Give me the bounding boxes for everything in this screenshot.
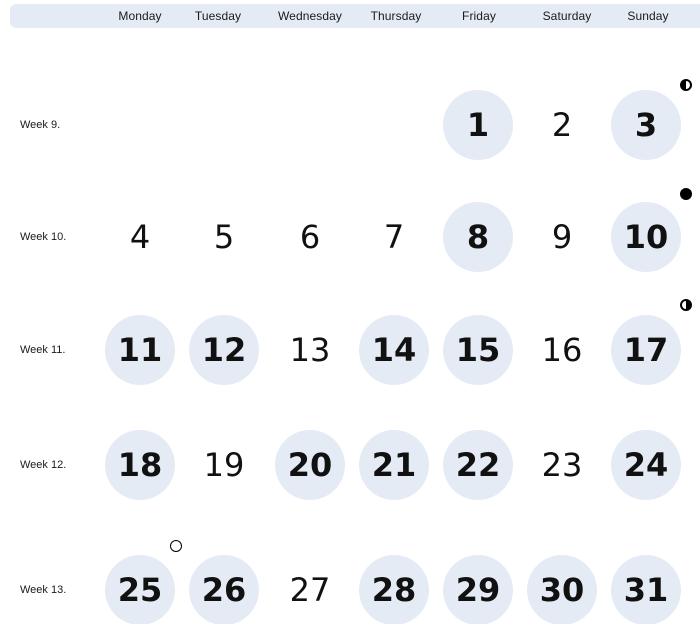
weekday-label-monday: Monday <box>118 9 162 23</box>
day-cell-24[interactable]: 24 <box>611 430 681 500</box>
weekday-label-thursday: Thursday <box>370 9 422 23</box>
day-cell-25[interactable]: 25 <box>105 555 175 624</box>
day-cell-29[interactable]: 29 <box>443 555 513 624</box>
day-cell-12[interactable]: 12 <box>189 315 259 385</box>
day-cell-18[interactable]: 18 <box>105 430 175 500</box>
day-cell-13[interactable]: 13 <box>289 331 331 369</box>
day-cell-17[interactable]: 17 <box>611 315 681 385</box>
day-cell-14[interactable]: 14 <box>359 315 429 385</box>
weekday-label-friday: Friday <box>462 9 496 23</box>
day-cell-1[interactable]: 1 <box>443 90 513 160</box>
moon-new-icon <box>680 188 692 200</box>
day-cell-22[interactable]: 22 <box>443 430 513 500</box>
weekday-header <box>10 4 700 28</box>
day-cell-20[interactable]: 20 <box>275 430 345 500</box>
day-cell-26[interactable]: 26 <box>189 555 259 624</box>
day-cell-4[interactable]: 4 <box>129 218 151 256</box>
week-label: Week 12. <box>20 459 67 471</box>
weekday-label-wednesday: Wednesday <box>277 9 343 23</box>
day-cell-27[interactable]: 27 <box>289 571 331 609</box>
moon-first-quarter-icon <box>680 299 692 311</box>
day-cell-3[interactable]: 3 <box>611 90 681 160</box>
moon-last-quarter-icon <box>680 79 692 91</box>
day-cell-15[interactable]: 15 <box>443 315 513 385</box>
day-cell-19[interactable]: 19 <box>203 446 245 484</box>
day-cell-9[interactable]: 9 <box>551 218 573 256</box>
week-label: Week 9. <box>20 119 61 131</box>
day-cell-30[interactable]: 30 <box>527 555 597 624</box>
week-label: Week 13. <box>20 584 67 596</box>
day-cell-31[interactable]: 31 <box>611 555 681 624</box>
moon-full-icon <box>170 540 182 552</box>
day-cell-23[interactable]: 23 <box>541 446 583 484</box>
weekday-label-saturday: Saturday <box>542 9 592 23</box>
week-label: Week 10. <box>20 231 67 243</box>
week-label: Week 11. <box>20 344 66 356</box>
weekday-label-sunday: Sunday <box>627 9 669 23</box>
day-cell-7[interactable]: 7 <box>383 218 405 256</box>
day-cell-2[interactable]: 2 <box>551 106 573 144</box>
day-cell-21[interactable]: 21 <box>359 430 429 500</box>
day-cell-6[interactable]: 6 <box>299 218 321 256</box>
day-cell-5[interactable]: 5 <box>213 218 235 256</box>
weekday-label-tuesday: Tuesday <box>194 9 242 23</box>
day-cell-11[interactable]: 11 <box>105 315 175 385</box>
day-cell-16[interactable]: 16 <box>541 331 583 369</box>
day-cell-8[interactable]: 8 <box>443 202 513 272</box>
day-cell-10[interactable]: 10 <box>611 202 681 272</box>
day-cell-28[interactable]: 28 <box>359 555 429 624</box>
